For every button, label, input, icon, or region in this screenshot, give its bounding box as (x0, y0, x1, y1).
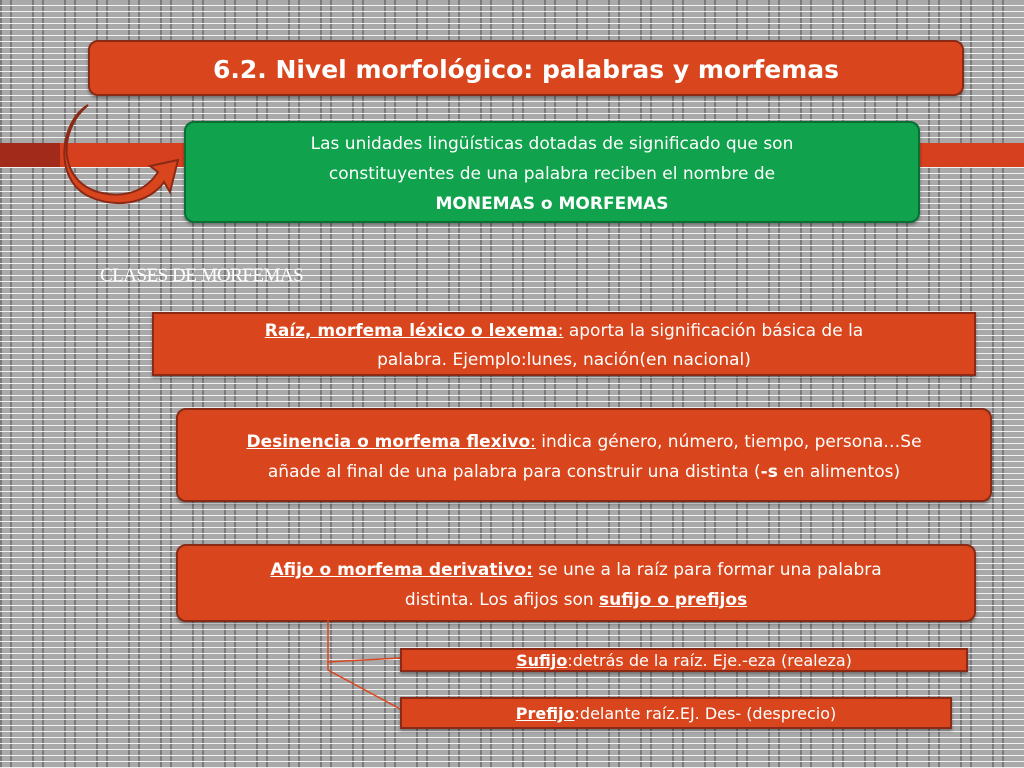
desinencia-box (176, 408, 992, 502)
slide-title-box (88, 40, 964, 96)
afijo-text-1: se une a la raíz para formar una palabra (532, 560, 882, 580)
desinencia-term: Desinencia o morfema flexivo (246, 432, 531, 452)
prefijo-term: Prefijo (515, 704, 575, 723)
prefijo-text: :delante raíz.EJ. Des- (desprecio) (574, 704, 837, 723)
intro-line-2: constituyentes de una palabra reciben el nombre de (328, 164, 776, 184)
sufijo-text: :detrás de la raíz. Eje.-eza (realeza) (567, 651, 852, 670)
raiz-colon: : (557, 321, 564, 341)
desinencia-text-1: indica género, número, tiempo, persona…Se (535, 432, 922, 452)
prefijo-box (400, 697, 952, 729)
afijo-box (176, 544, 976, 622)
sufijo-term: Sufijo (516, 651, 568, 670)
afijo-text-2: distinta. Los afijos son (404, 590, 600, 610)
raiz-text-1: aporta la significación básica de la (563, 321, 864, 341)
afijo-line-2 (178, 585, 974, 615)
desinencia-example: -s (760, 462, 778, 482)
desinencia-line-2 (178, 457, 990, 487)
sufijo-box (400, 648, 968, 672)
intro-box (184, 121, 920, 223)
afijo-highlight: sufijo o prefijos (599, 590, 748, 610)
curved-arrow-icon (58, 100, 188, 210)
afijo-line-1 (178, 555, 974, 585)
section-label: CLASES DE MORFEMAS (100, 265, 304, 286)
raiz-term: Raíz, morfema léxico o lexema (264, 321, 558, 341)
desinencia-text-3: en alimentos) (777, 462, 901, 482)
desinencia-text-2: añade al final de una palabra para construir una distinta ( (267, 462, 761, 482)
slide-title: 6.2. Nivel morfológico: palabras y morfemas (212, 55, 840, 84)
raiz-box (152, 312, 976, 376)
afijo-term: Afijo o morfema derivativo: (270, 560, 533, 580)
intro-line-1: Las unidades lingüísticas dotadas de significado que son (310, 134, 794, 154)
desinencia-colon: : (530, 432, 536, 452)
decorative-stripe-left (0, 143, 60, 167)
connector-lines (320, 620, 410, 720)
desinencia-line-1 (178, 427, 990, 457)
intro-highlight: MONEMAS o MORFEMAS (435, 194, 669, 214)
raiz-line-1 (154, 317, 974, 346)
raiz-text-2: palabra. Ejemplo:lunes, nación(en nacional) (377, 350, 751, 370)
